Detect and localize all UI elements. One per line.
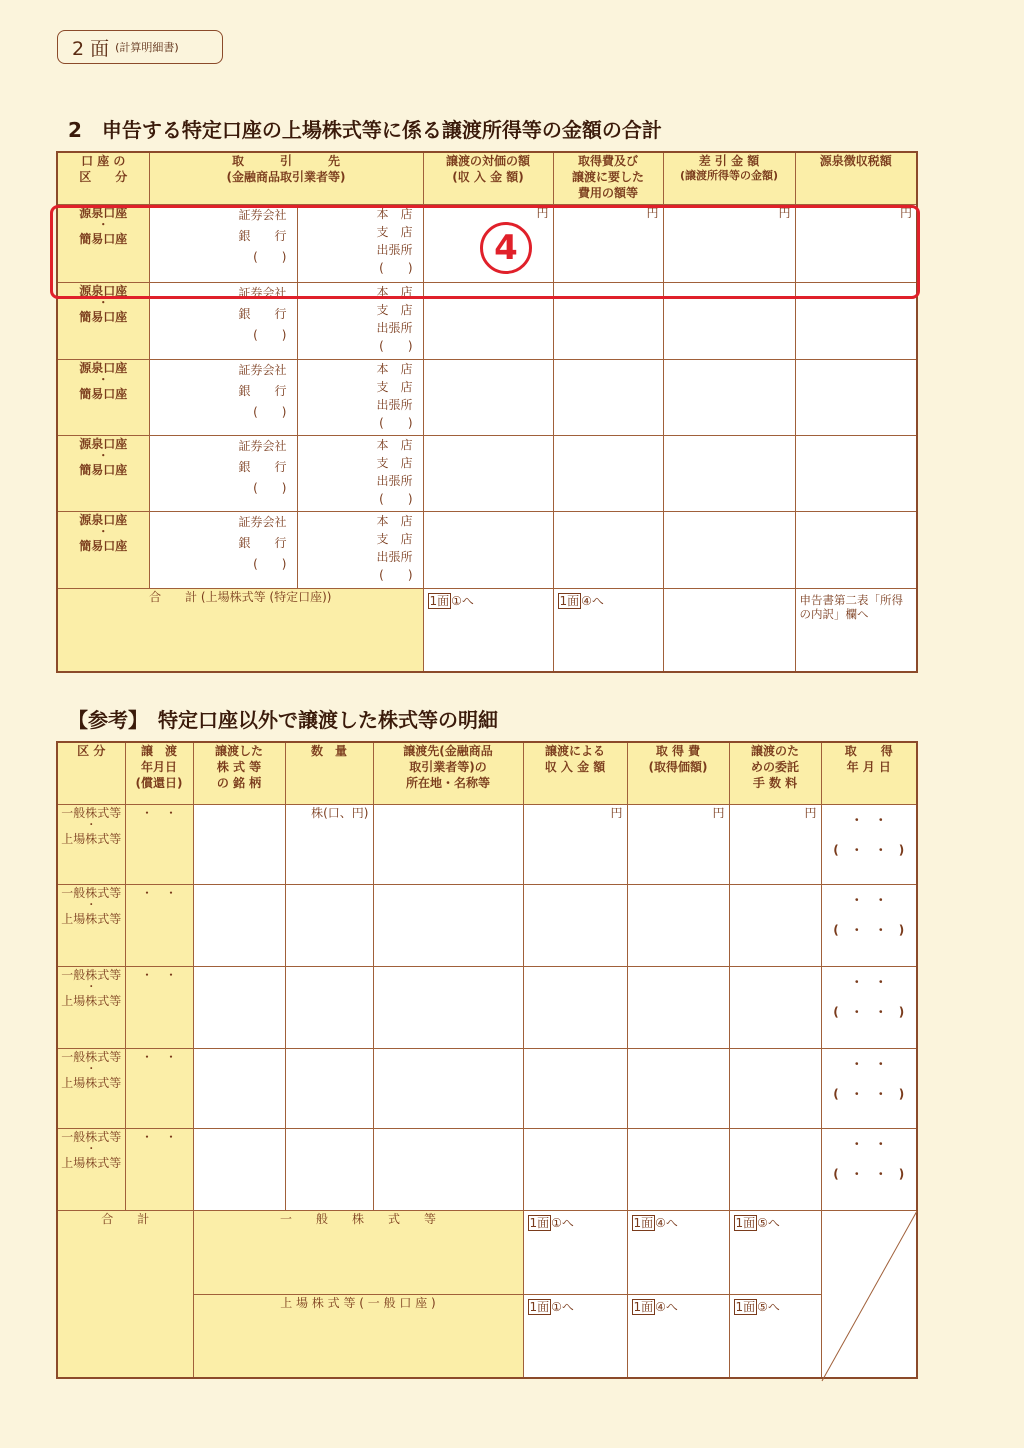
cell-suryo[interactable]: 株(口、円): [285, 804, 373, 884]
cell-meigara[interactable]: [193, 1128, 285, 1210]
row-date[interactable]: ・ ・: [125, 1128, 193, 1210]
cell-meigara[interactable]: [193, 884, 285, 966]
cell-acquired-date[interactable]: ・ ・ ( ・ ・ ): [821, 884, 917, 966]
header-itaku: 譲渡のた めの委託 手 数 料: [729, 742, 821, 804]
cell-shunyu[interactable]: 円: [523, 804, 627, 884]
row-kubun: 源泉口座 ・ 簡易口座: [57, 511, 149, 588]
table-row: [57, 1128, 917, 1210]
row-corp-left: 証券会社 銀 行 ( ): [149, 435, 297, 511]
section1-title: 2 申告する特定口座の上場株式等に係る譲渡所得等の金額の合計: [68, 118, 662, 142]
cell-shunyu[interactable]: [523, 966, 627, 1048]
header-kubun: 区 分: [57, 742, 125, 804]
cell-itaku[interactable]: [729, 1128, 821, 1210]
section2-total-row-general: [57, 1210, 917, 1294]
section1-total-row: [57, 588, 917, 672]
total-sashihiki[interactable]: [663, 588, 795, 672]
section2-title: 【参考】 特定口座以外で譲渡した株式等の明細: [68, 708, 498, 732]
cell-shutoku[interactable]: [553, 511, 663, 588]
row-kubun: 一般株式等 ・ 上場株式等: [57, 1048, 125, 1128]
cell-suryo[interactable]: [285, 884, 373, 966]
cell-taika[interactable]: [423, 511, 553, 588]
cell-jotosaki[interactable]: [373, 966, 523, 1048]
header-shunyu: 譲渡による 収 入 金 額: [523, 742, 627, 804]
cell-sashihiki[interactable]: [663, 511, 795, 588]
row-kubun: 源泉口座 ・ 簡易口座: [57, 435, 149, 511]
total-listed-itaku[interactable]: 1面 ⑤へ: [729, 1294, 821, 1378]
cell-itaku[interactable]: [729, 884, 821, 966]
total-general-label: 一 般 株 式 等: [193, 1210, 523, 1294]
table-row: [57, 884, 917, 966]
row-corp-left: 証券会社 銀 行 ( ): [149, 511, 297, 588]
row-corp-right: 本 店 支 店 出張所 ( ): [297, 359, 423, 435]
cell-shutoku[interactable]: [553, 435, 663, 511]
total-general-itaku[interactable]: 1面 ⑤へ: [729, 1210, 821, 1294]
table-row: [57, 804, 917, 884]
cell-meigara[interactable]: [193, 1048, 285, 1128]
total-listed-shutokuhi[interactable]: 1面 ④へ: [627, 1294, 729, 1378]
cell-shutoku[interactable]: 円: [553, 204, 663, 282]
cell-acquired-date[interactable]: ・ ・ ( ・ ・ ): [821, 1128, 917, 1210]
cell-suryo[interactable]: [285, 966, 373, 1048]
cell-shunyu[interactable]: [523, 884, 627, 966]
header-suryo: 数 量: [285, 742, 373, 804]
cell-suryo[interactable]: [285, 1128, 373, 1210]
row-kubun: 源泉口座 ・ 簡易口座: [57, 204, 149, 282]
section2-table: [56, 741, 918, 1379]
row-kubun: 一般株式等 ・ 上場株式等: [57, 884, 125, 966]
header-jotosaki: 譲渡先(金融商品 取引業者等)の 所在地・名称等: [373, 742, 523, 804]
cell-gensen[interactable]: [795, 435, 917, 511]
page-label-main: 2 面: [72, 37, 110, 60]
cell-jotosaki[interactable]: [373, 804, 523, 884]
cell-acquired-date[interactable]: ・ ・ ( ・ ・ ): [821, 804, 917, 884]
header-torihikisaki: 取 引 先 (金融商品取引業者等): [149, 152, 423, 204]
table-row: [57, 359, 917, 435]
row-corp-right: 本 店 支 店 出張所 ( ): [297, 511, 423, 588]
section2-header-row: [57, 742, 917, 804]
row-corp-left: 証券会社 銀 行 ( ): [149, 204, 297, 282]
table-row: [57, 1048, 917, 1128]
cell-shutokuhi[interactable]: [627, 884, 729, 966]
total-general-shunyu[interactable]: 1面 ①へ: [523, 1210, 627, 1294]
cell-shutoku[interactable]: [553, 359, 663, 435]
row-kubun: 一般株式等 ・ 上場株式等: [57, 1128, 125, 1210]
cell-itaku[interactable]: [729, 1048, 821, 1128]
row-date[interactable]: ・ ・: [125, 1048, 193, 1128]
cell-gensen[interactable]: 円: [795, 204, 917, 282]
circled-number-marker: 4: [480, 222, 532, 274]
cell-taika[interactable]: [423, 435, 553, 511]
page-label-sub: (計算明細書): [115, 41, 179, 54]
row-corp-left: 証券会社 銀 行 ( ): [149, 359, 297, 435]
section1-total-label: 合 計 (上場株式等 (特定口座)): [57, 588, 423, 672]
header-gensen: 源泉徴収税額: [795, 152, 917, 204]
cell-acquired-date[interactable]: ・ ・ ( ・ ・ ): [821, 966, 917, 1048]
cell-sashihiki[interactable]: 円: [663, 204, 795, 282]
row-date[interactable]: ・ ・: [125, 804, 193, 884]
header-meigara: 譲渡した 株 式 等 の 銘 柄: [193, 742, 285, 804]
cell-shunyu[interactable]: [523, 1128, 627, 1210]
row-date[interactable]: ・ ・: [125, 884, 193, 966]
total-gensen[interactable]: 申告書第二表「所得の内訳」欄へ: [795, 588, 917, 672]
cell-shunyu[interactable]: [523, 1048, 627, 1128]
cell-shutokuhi[interactable]: [627, 966, 729, 1048]
cell-jotosaki[interactable]: [373, 1128, 523, 1210]
table-row: [57, 435, 917, 511]
row-kubun: 一般株式等 ・ 上場株式等: [57, 804, 125, 884]
row-corp-right: 本 店 支 店 出張所 ( ): [297, 282, 423, 359]
cell-taika[interactable]: [423, 359, 553, 435]
section1-header-row: [57, 152, 917, 204]
header-sashihiki: 差 引 金 額 (譲渡所得等の金額): [663, 152, 795, 204]
table-row: [57, 511, 917, 588]
section2-total-label: 合 計: [57, 1210, 193, 1378]
cell-meigara[interactable]: [193, 966, 285, 1048]
cell-shutokuhi[interactable]: [627, 1048, 729, 1128]
cell-meigara[interactable]: [193, 804, 285, 884]
cell-itaku[interactable]: [729, 966, 821, 1048]
diagonal-slash: [822, 1211, 918, 1381]
cell-gensen[interactable]: [795, 359, 917, 435]
cell-taika[interactable]: 円: [423, 204, 553, 282]
header-taika: 譲渡の対価の額 (収 入 金 額): [423, 152, 553, 204]
cell-sashihiki[interactable]: [663, 435, 795, 511]
total-shutoku[interactable]: 1面 ④へ: [553, 588, 663, 672]
total-listed-shunyu[interactable]: 1面 ①へ: [523, 1294, 627, 1378]
cell-suryo[interactable]: [285, 1048, 373, 1128]
header-shutokuhi: 取 得 費 (取得価額): [627, 742, 729, 804]
row-corp-right: 本 店 支 店 出張所 ( ): [297, 435, 423, 511]
page-label: [57, 30, 223, 64]
cell-shutokuhi[interactable]: [627, 1128, 729, 1210]
header-date: 譲 渡 年月日 (償還日): [125, 742, 193, 804]
row-kubun: 源泉口座 ・ 簡易口座: [57, 282, 149, 359]
row-kubun: 一般株式等 ・ 上場株式等: [57, 966, 125, 1048]
cell-jotosaki[interactable]: [373, 884, 523, 966]
header-shutoku-date: 取 得 年 月 日: [821, 742, 917, 804]
cell-shutokuhi[interactable]: 円: [627, 804, 729, 884]
total-diagonal-cell: [821, 1210, 917, 1378]
cell-gensen[interactable]: [795, 511, 917, 588]
total-listed-label: 上 場 株 式 等 ( 一 般 口 座 ): [193, 1294, 523, 1378]
table-row: [57, 966, 917, 1048]
cell-acquired-date[interactable]: ・ ・ ( ・ ・ ): [821, 1048, 917, 1128]
row-corp-right: 本 店 支 店 出張所 ( ): [297, 204, 423, 282]
row-corp-left: 証券会社 銀 行 ( ): [149, 282, 297, 359]
header-shutoku: 取得費及び 譲渡に要した 費用の額等: [553, 152, 663, 204]
header-kubun: 口 座 の 区 分: [57, 152, 149, 204]
total-general-shutokuhi[interactable]: 1面 ④へ: [627, 1210, 729, 1294]
row-kubun: 源泉口座 ・ 簡易口座: [57, 359, 149, 435]
row-date[interactable]: ・ ・: [125, 966, 193, 1048]
total-taika[interactable]: 1面 ①へ: [423, 588, 553, 672]
cell-itaku[interactable]: 円: [729, 804, 821, 884]
cell-sashihiki[interactable]: [663, 359, 795, 435]
cell-jotosaki[interactable]: [373, 1048, 523, 1128]
